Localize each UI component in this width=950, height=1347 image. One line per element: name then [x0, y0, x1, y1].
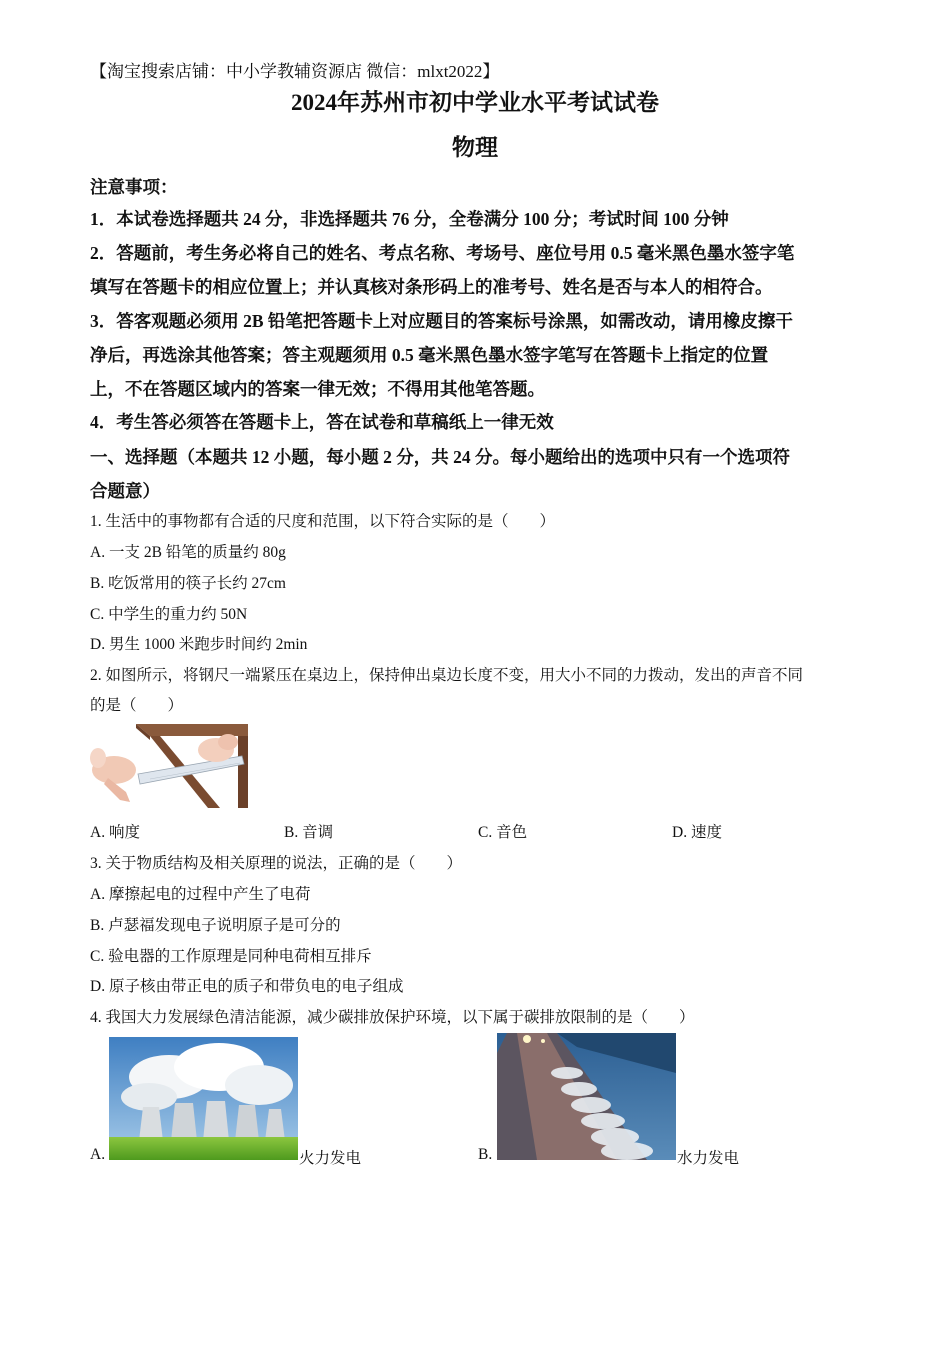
question-1-option-c: C. 中学生的重力约 50N [90, 606, 248, 623]
notice-line: 上，不在答题区域内的答案一律无效；不得用其他笔答题。 [90, 379, 545, 399]
question-4-option-a-text: 火力发电 [299, 1150, 362, 1167]
notice-line: 3．答客观题必须用 2B 铅笔把答题卡上对应题目的答案标号涂黑，如需改动，请用橡皮擦干 [90, 311, 793, 331]
watermark-text: 【淘宝搜索店铺：中小学教辅资源店 微信：mlxt2022】 [90, 62, 500, 81]
question-2-option-b: B. 音调 [284, 824, 334, 841]
section-heading-cont: 合题意） [90, 481, 160, 501]
question-1-option-b: B. 吃饭常用的筷子长约 27cm [90, 575, 286, 592]
question-3-option-c: C. 验电器的工作原理是同种电荷相互排斥 [90, 948, 372, 965]
exam-title: 2024年苏州市初中学业水平考试试卷 [291, 90, 659, 115]
question-3-stem: 3. 关于物质结构及相关原理的说法，正确的是（ ） [90, 855, 463, 872]
notice-line: 填写在答题卡的相应位置上；并认真核对条形码上的准考号、姓名是否与本人的相符合。 [90, 277, 773, 297]
notice-line: 2．答题前，考生务必将自己的姓名、考点名称、考场号、座位号用 0.5 毫米黑色墨水签字笔 [90, 243, 795, 263]
question-3-option-a: A. 摩擦起电的过程中产生了电荷 [90, 886, 311, 903]
question-2-option-a: A. 响度 [90, 824, 140, 841]
question-3-option-d: D. 原子核由带正电的质子和带负电的电子组成 [90, 978, 404, 995]
subject-title: 物理 [452, 135, 498, 160]
question-4-option-b-letter: B. [478, 1146, 493, 1163]
section-heading: 一、选择题（本题共 12 小题，每小题 2 分，共 24 分。每小题给出的选项中只有一个选项符 [90, 447, 790, 467]
thermal-power-plant-image [109, 1037, 298, 1160]
question-2-option-c: C. 音色 [478, 824, 528, 841]
question-1-stem: 1. 生活中的事物都有合适的尺度和范围，以下符合实际的是（ ） [90, 513, 556, 530]
question-2-stem-cont: 的是（ ） [90, 697, 184, 714]
question-4-option-a-letter: A. [90, 1146, 106, 1163]
question-3-option-b: B. 卢瑟福发现电子说明原子是可分的 [90, 917, 341, 934]
question-1-option-d: D. 男生 1000 米跑步时间约 2min [90, 636, 308, 653]
ruler-desk-image [90, 722, 248, 808]
question-2-option-d: D. 速度 [672, 824, 722, 841]
notice-heading: 注意事项： [90, 177, 178, 197]
question-1-option-a: A. 一支 2B 铅笔的质量约 80g [90, 544, 286, 561]
notice-line: 1．本试卷选择题共 24 分，非选择题共 76 分，全卷满分 100 分；考试时间 100 分钟 [90, 209, 729, 229]
question-2-stem: 2. 如图所示，将钢尺一端紧压在桌边上，保持伸出桌边长度不变，用大小不同的力拨动，发出的声音不同 [90, 667, 804, 684]
hydropower-dam-image [497, 1033, 676, 1160]
question-4-option-b-text: 水力发电 [677, 1150, 740, 1167]
notice-line: 4．考生答必须答在答题卡上，答在试卷和草稿纸上一律无效 [90, 412, 554, 432]
notice-line: 净后，再选涂其他答案；答主观题须用 0.5 毫米黑色墨水签字笔写在答题卡上指定的位置 [90, 345, 769, 365]
question-4-stem: 4. 我国大力发展绿色清洁能源，减少碳排放保护环境，以下属于碳排放限制的是（ ） [90, 1009, 695, 1026]
